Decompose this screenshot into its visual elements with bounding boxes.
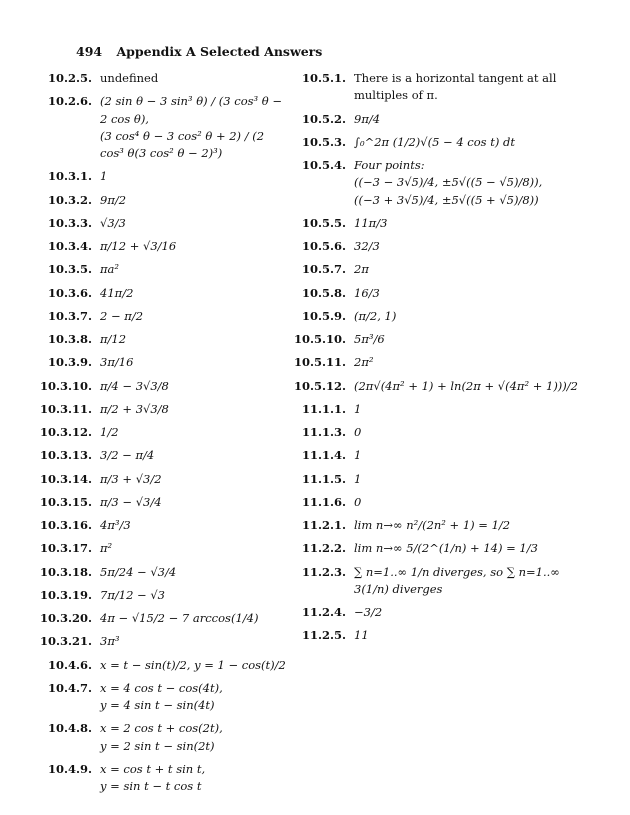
answer-text: (π/2, 1) [354,308,397,323]
answer-item [292,564,592,599]
exercise-number: 11.2.1. [301,518,346,532]
answer-item [40,401,290,418]
answer-text: ∫₀^2π (1/2)√(5 − 4 cos t) dt [354,134,515,149]
exercise-number: 10.3.8. [47,332,92,346]
exercise-number: 10.5.4. [301,158,346,172]
exercise-number: 11.2.2. [301,541,346,556]
exercise-number: 10.5.10. [293,332,346,346]
exercise-number: 11.1.4. [301,448,346,463]
exercise-number: 10.5.12. [293,378,346,393]
exercise-number: 10.3.10. [40,378,93,393]
exercise-number: 10.5.8. [301,285,346,300]
exercise-number: 11.2.3. [301,564,346,579]
answer-item [292,378,592,395]
answer-text: 2 − π/2 [100,308,144,323]
answer-text: 0 [354,494,362,509]
answer-item [40,761,290,796]
exercise-number: 10.3.1. [47,169,92,184]
exercise-number: 11.1.5. [301,471,346,486]
answer-text: x = cos t + t sin t, y = sin t − t cos t [100,761,206,793]
answer-item [40,93,290,162]
answer-item [292,285,592,302]
answer-text: 41π/2 [100,285,134,300]
answer-text: π/12 [100,332,127,346]
exercise-number: 10.3.6. [47,285,92,300]
exercise-number: 10.3.14. [40,471,93,486]
answer-text: 1 [354,471,362,486]
answer-text: 4π³/3 [100,518,131,532]
exercise-number: 10.3.9. [47,355,92,370]
answer-item [40,564,290,581]
answer-text: π² [100,541,113,556]
answer-text: 3π³ [100,634,120,649]
answer-text: 3/2 − π/4 [100,448,155,463]
answer-item [292,215,592,232]
answer-text: 11 [354,628,369,643]
exercise-number: 11.2.5. [301,628,346,643]
exercise-number: 10.4.7. [47,680,92,695]
answer-item [40,331,290,348]
exercise-number: 10.3.5. [47,262,92,277]
exercise-number: 10.5.3. [301,134,346,149]
answer-item [40,610,290,627]
answer-text: −3/2 [354,605,383,619]
answer-text: π/12 + √3/16 [100,239,177,253]
page-number: 494 [76,44,103,59]
exercise-number: 10.3.20. [40,611,93,625]
exercise-number: 10.5.7. [301,262,346,277]
answer-item [40,657,290,674]
answer-text: undefined [100,71,159,85]
answer-text: 2π² [354,355,374,370]
exercise-number: 11.1.6. [301,494,346,509]
answer-item [40,308,290,325]
answer-text: Four points: ((−3 − 3√5)/4, ±5√((5 − √5)/8)), ((−3 + 3√5)/4, ±5√((5 + √5)/8)) [354,158,543,207]
exercise-number: 10.3.18. [40,564,93,579]
exercise-number: 10.3.16. [40,518,93,532]
answer-text: π/4 − 3√3/8 [100,378,169,393]
answer-text: There is a horizontal tangent at all multiples of π. [354,71,557,103]
answer-item [292,604,592,621]
exercise-number: 10.4.8. [47,721,92,736]
answer-text: x = t − sin(t)/2, y = 1 − cos(t)/2 [100,657,286,672]
exercise-number: 10.5.9. [301,308,346,323]
answer-text: π/3 − √3/4 [100,494,162,509]
answer-item [292,134,592,151]
exercise-number: 10.5.5. [301,215,346,230]
answer-item [292,261,592,278]
answer-item [292,111,592,128]
answer-item [292,471,592,488]
answer-item [40,285,290,302]
answer-text: (2 sin θ − 3 sin³ θ) / (3 cos³ θ − 2 cos θ), (3 cos⁴ θ − 3 cos² θ + 2) / (2 cos³ θ(3 cos² θ − 2)³) [100,94,282,160]
answer-text: π/2 + 3√3/8 [100,401,169,416]
answer-item [40,540,290,557]
exercise-number: 10.3.12. [40,425,93,439]
exercise-number: 10.3.4. [47,239,92,253]
answer-item [40,447,290,464]
answer-item [40,424,290,441]
answer-text: 1 [354,401,362,416]
exercise-number: 10.5.1. [301,71,346,85]
answer-text: π/3 + √3/2 [100,471,162,486]
answer-text: ∑ n=1..∞ 1/n diverges, so ∑ n=1..∞ 3(1/n) diverges [354,564,560,596]
answer-text: x = 4 cos t − cos(4t), y = 4 sin t − sin(4t) [100,680,223,712]
answer-item [40,70,290,87]
exercise-number: 10.3.2. [47,192,92,207]
answer-item [40,215,290,232]
answer-text: 32/3 [354,239,380,253]
answer-item [40,261,290,278]
exercise-number: 10.3.19. [40,587,93,602]
answer-text: 16/3 [354,285,380,300]
answer-item [292,238,592,255]
exercise-number: 10.4.9. [47,761,92,776]
answer-text: 1/2 [100,425,119,439]
answer-item [40,633,290,650]
exercise-number: 10.3.13. [40,448,93,463]
answer-item [40,517,290,534]
answer-text: πa² [100,262,120,277]
answer-item [292,354,592,371]
answer-item [40,354,290,371]
exercise-number: 11.2.4. [301,605,346,619]
exercise-number: 10.3.17. [40,541,93,556]
page-header [76,44,322,59]
answer-item [292,70,592,105]
answer-item [292,627,592,644]
answer-item [40,378,290,395]
answer-item [292,401,592,418]
answer-text: 0 [354,425,362,439]
exercise-number: 10.3.15. [40,494,93,509]
exercise-number: 10.3.3. [47,215,92,230]
exercise-number: 10.3.7. [47,308,92,323]
answer-item [292,494,592,511]
answer-text: x = 2 cos t + cos(2t), y = 2 sin t − sin(2t) [100,721,223,753]
answer-text: 3π/16 [100,355,134,370]
answer-text: (2π√(4π² + 1) + ln(2π + √(4π² + 1)))/2 [354,378,578,393]
answer-text: lim n→∞ n²/(2n² + 1) = 1/2 [354,518,511,532]
answer-item [40,168,290,185]
answer-item [40,494,290,511]
exercise-number: 11.1.1. [301,401,346,416]
answer-item [292,331,592,348]
answer-item [292,540,592,557]
answer-text: 1 [354,448,362,463]
answer-item [40,720,290,755]
exercise-number: 10.5.2. [301,111,346,126]
answer-text: 2π [354,262,369,277]
exercise-number: 10.5.6. [301,239,346,253]
answer-text: 11π/3 [354,215,388,230]
answer-text: 5π³/6 [354,332,385,346]
exercise-number: 10.4.6. [47,657,92,672]
exercise-number: 11.1.3. [301,425,346,439]
exercise-number: 10.2.6. [47,94,92,109]
answer-item [292,157,592,209]
right-answer-column [292,70,592,651]
answer-item [40,587,290,604]
answer-text: 7π/12 − √3 [100,587,165,602]
answer-item [292,447,592,464]
exercise-number: 10.3.21. [40,634,93,649]
exercise-number: 10.5.11. [293,355,346,370]
answer-item [40,471,290,488]
answer-text: 1 [100,169,108,184]
answer-text: √3/3 [100,215,126,230]
answer-text: lim n→∞ 5/(2^(1/n) + 14) = 1/3 [354,541,538,556]
answer-text: 4π − √15/2 − 7 arccos(1/4) [100,611,259,625]
answer-text: 5π/24 − √3/4 [100,564,177,579]
answer-item [292,517,592,534]
page-title: Appendix A Selected Answers [116,44,323,59]
answer-item [40,680,290,715]
exercise-number: 10.2.5. [47,71,92,85]
answer-text: 9π/4 [354,111,381,126]
answer-item [40,238,290,255]
answer-item [292,308,592,325]
answer-item [292,424,592,441]
left-answer-column [40,70,290,801]
answer-text: 9π/2 [100,192,127,207]
answer-item [40,192,290,209]
exercise-number: 10.3.11. [40,401,93,416]
